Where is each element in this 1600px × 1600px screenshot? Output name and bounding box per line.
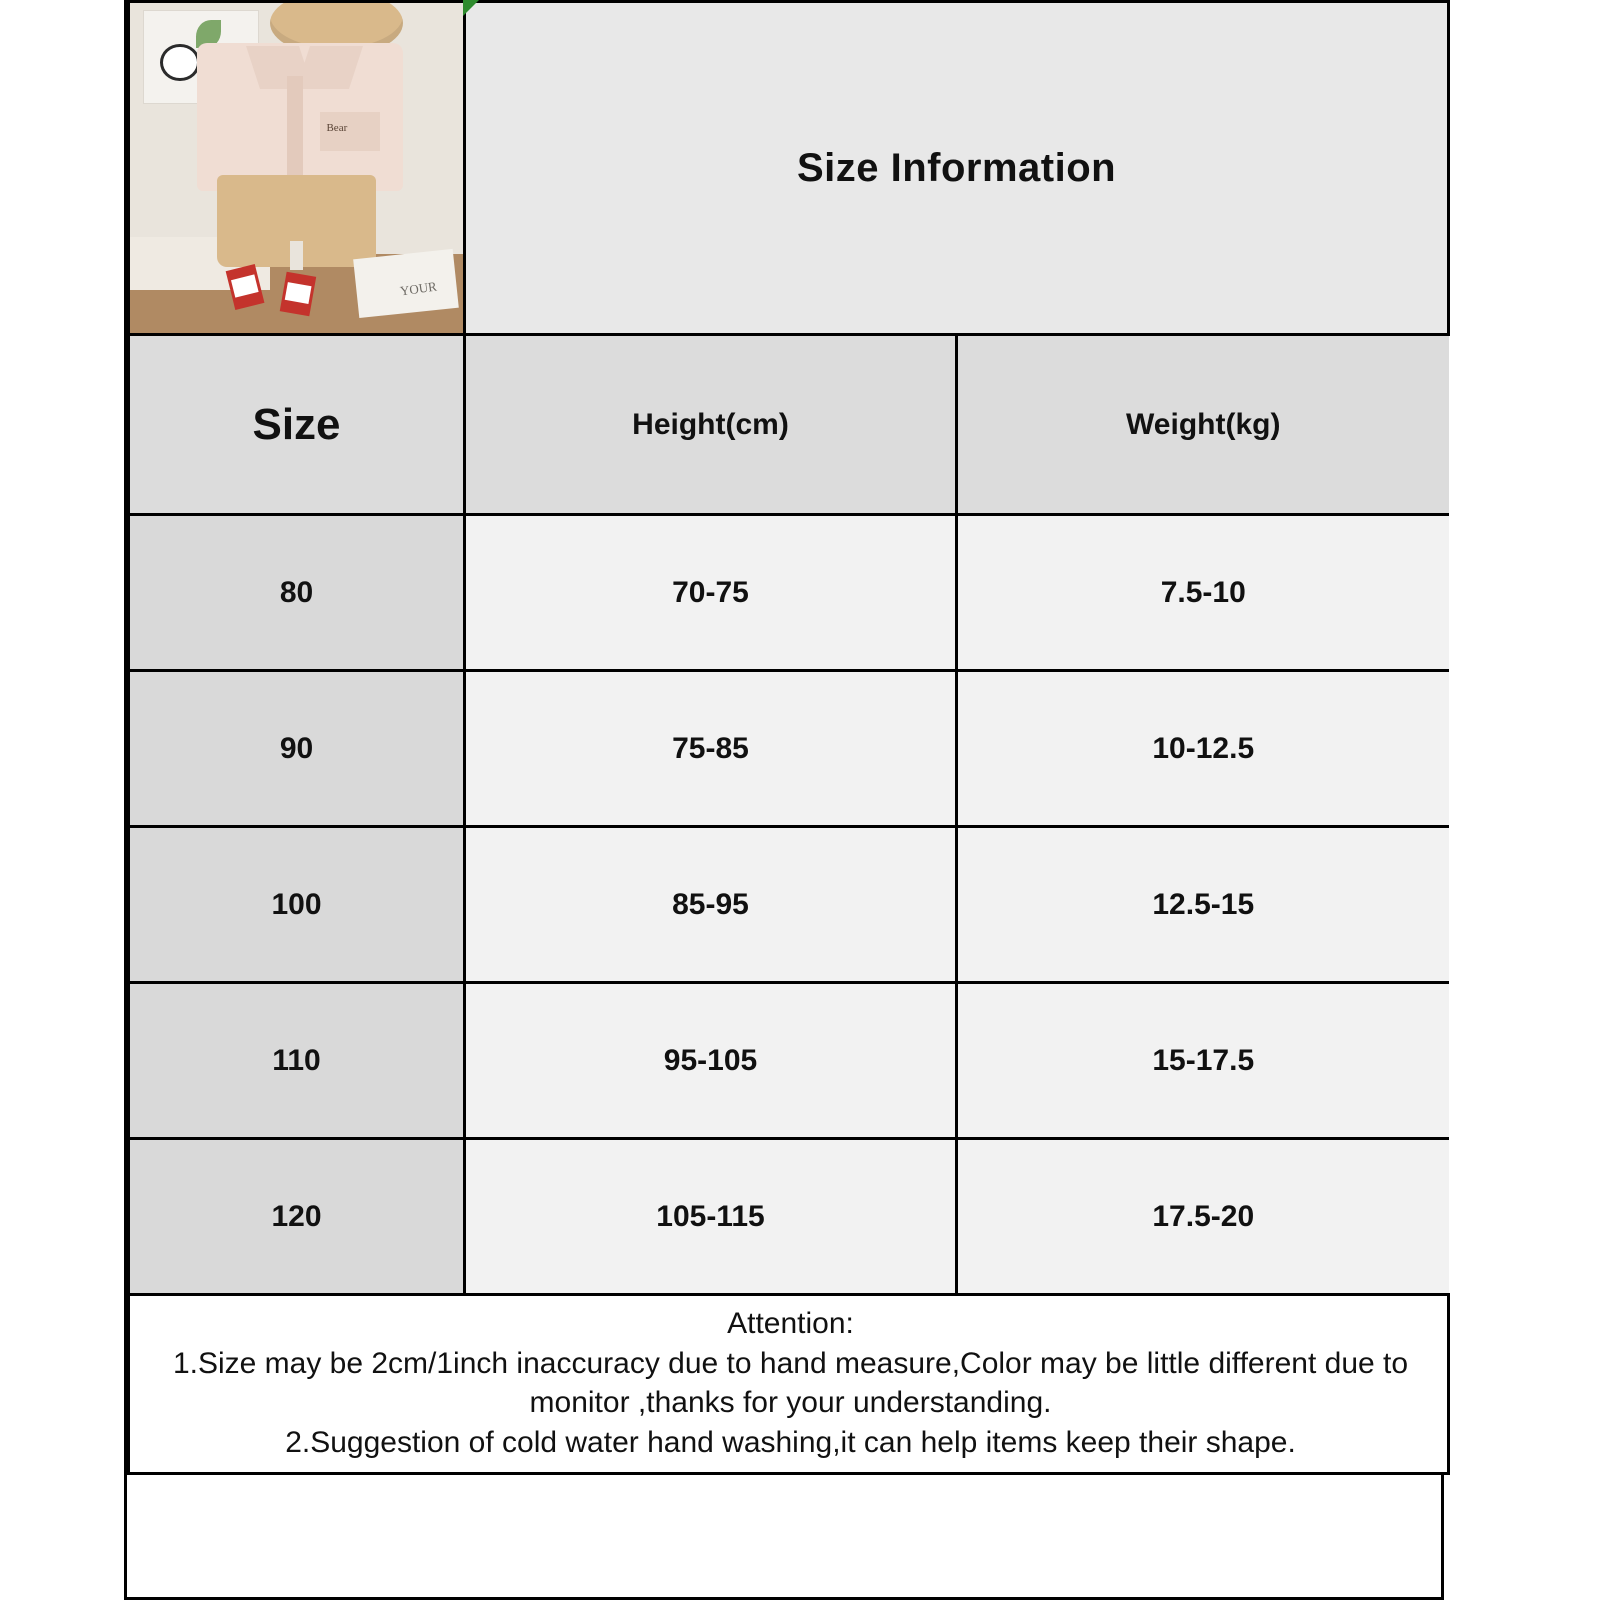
shorts-notch [290,241,303,271]
cell-weight: 10-12.5 [957,671,1449,827]
attention-line-2: 2.Suggestion of cold water hand washing,it can help items keep their shape. [285,1425,1296,1459]
cell-weight: 12.5-15 [957,827,1449,983]
column-header-height: Height(cm) [465,335,957,515]
shirt-pocket-text: Bear [326,121,348,134]
photo-paper-text: YOUR [398,278,438,299]
page-title: Size Information [465,2,1449,335]
attention-row [129,1295,1449,1474]
column-header-weight: Weight(kg) [957,335,1449,515]
panda-icon [160,44,200,81]
cell-size: 80 [129,515,465,671]
cell-weight: 15-17.5 [957,983,1449,1139]
cell-height: 95-105 [465,983,957,1139]
table-row [129,1139,1449,1295]
product-photo-cell [129,2,465,335]
cell-weight: 17.5-20 [957,1139,1449,1295]
table-column-header-row [129,335,1449,515]
cell-height: 85-95 [465,827,957,983]
cell-size: 120 [129,1139,465,1295]
attention-heading: Attention: [727,1307,854,1340]
cell-weight: 7.5-10 [957,515,1449,671]
cell-size: 110 [129,983,465,1139]
attention-line-1: 1.Size may be 2cm/1inch inaccuracy due to hand measure,Color may be little different due to monitor ,thanks for your understanding. [172,1346,1409,1420]
product-photo [130,3,463,333]
cell-size: 100 [129,827,465,983]
table-row [129,983,1449,1139]
cell-height: 70-75 [465,515,957,671]
table-row [129,827,1449,983]
size-information-table [127,0,1450,1475]
corner-marker-icon [463,0,479,16]
table-header-banner-row [129,2,1449,335]
column-header-size: Size [129,335,465,515]
cell-size: 90 [129,671,465,827]
attention-block [129,1295,1449,1474]
table-row [129,515,1449,671]
table-row [129,671,1449,827]
shirt-placket [287,76,304,182]
cell-height: 75-85 [465,671,957,827]
cell-height: 105-115 [465,1139,957,1295]
size-chart-sheet [124,0,1444,1600]
